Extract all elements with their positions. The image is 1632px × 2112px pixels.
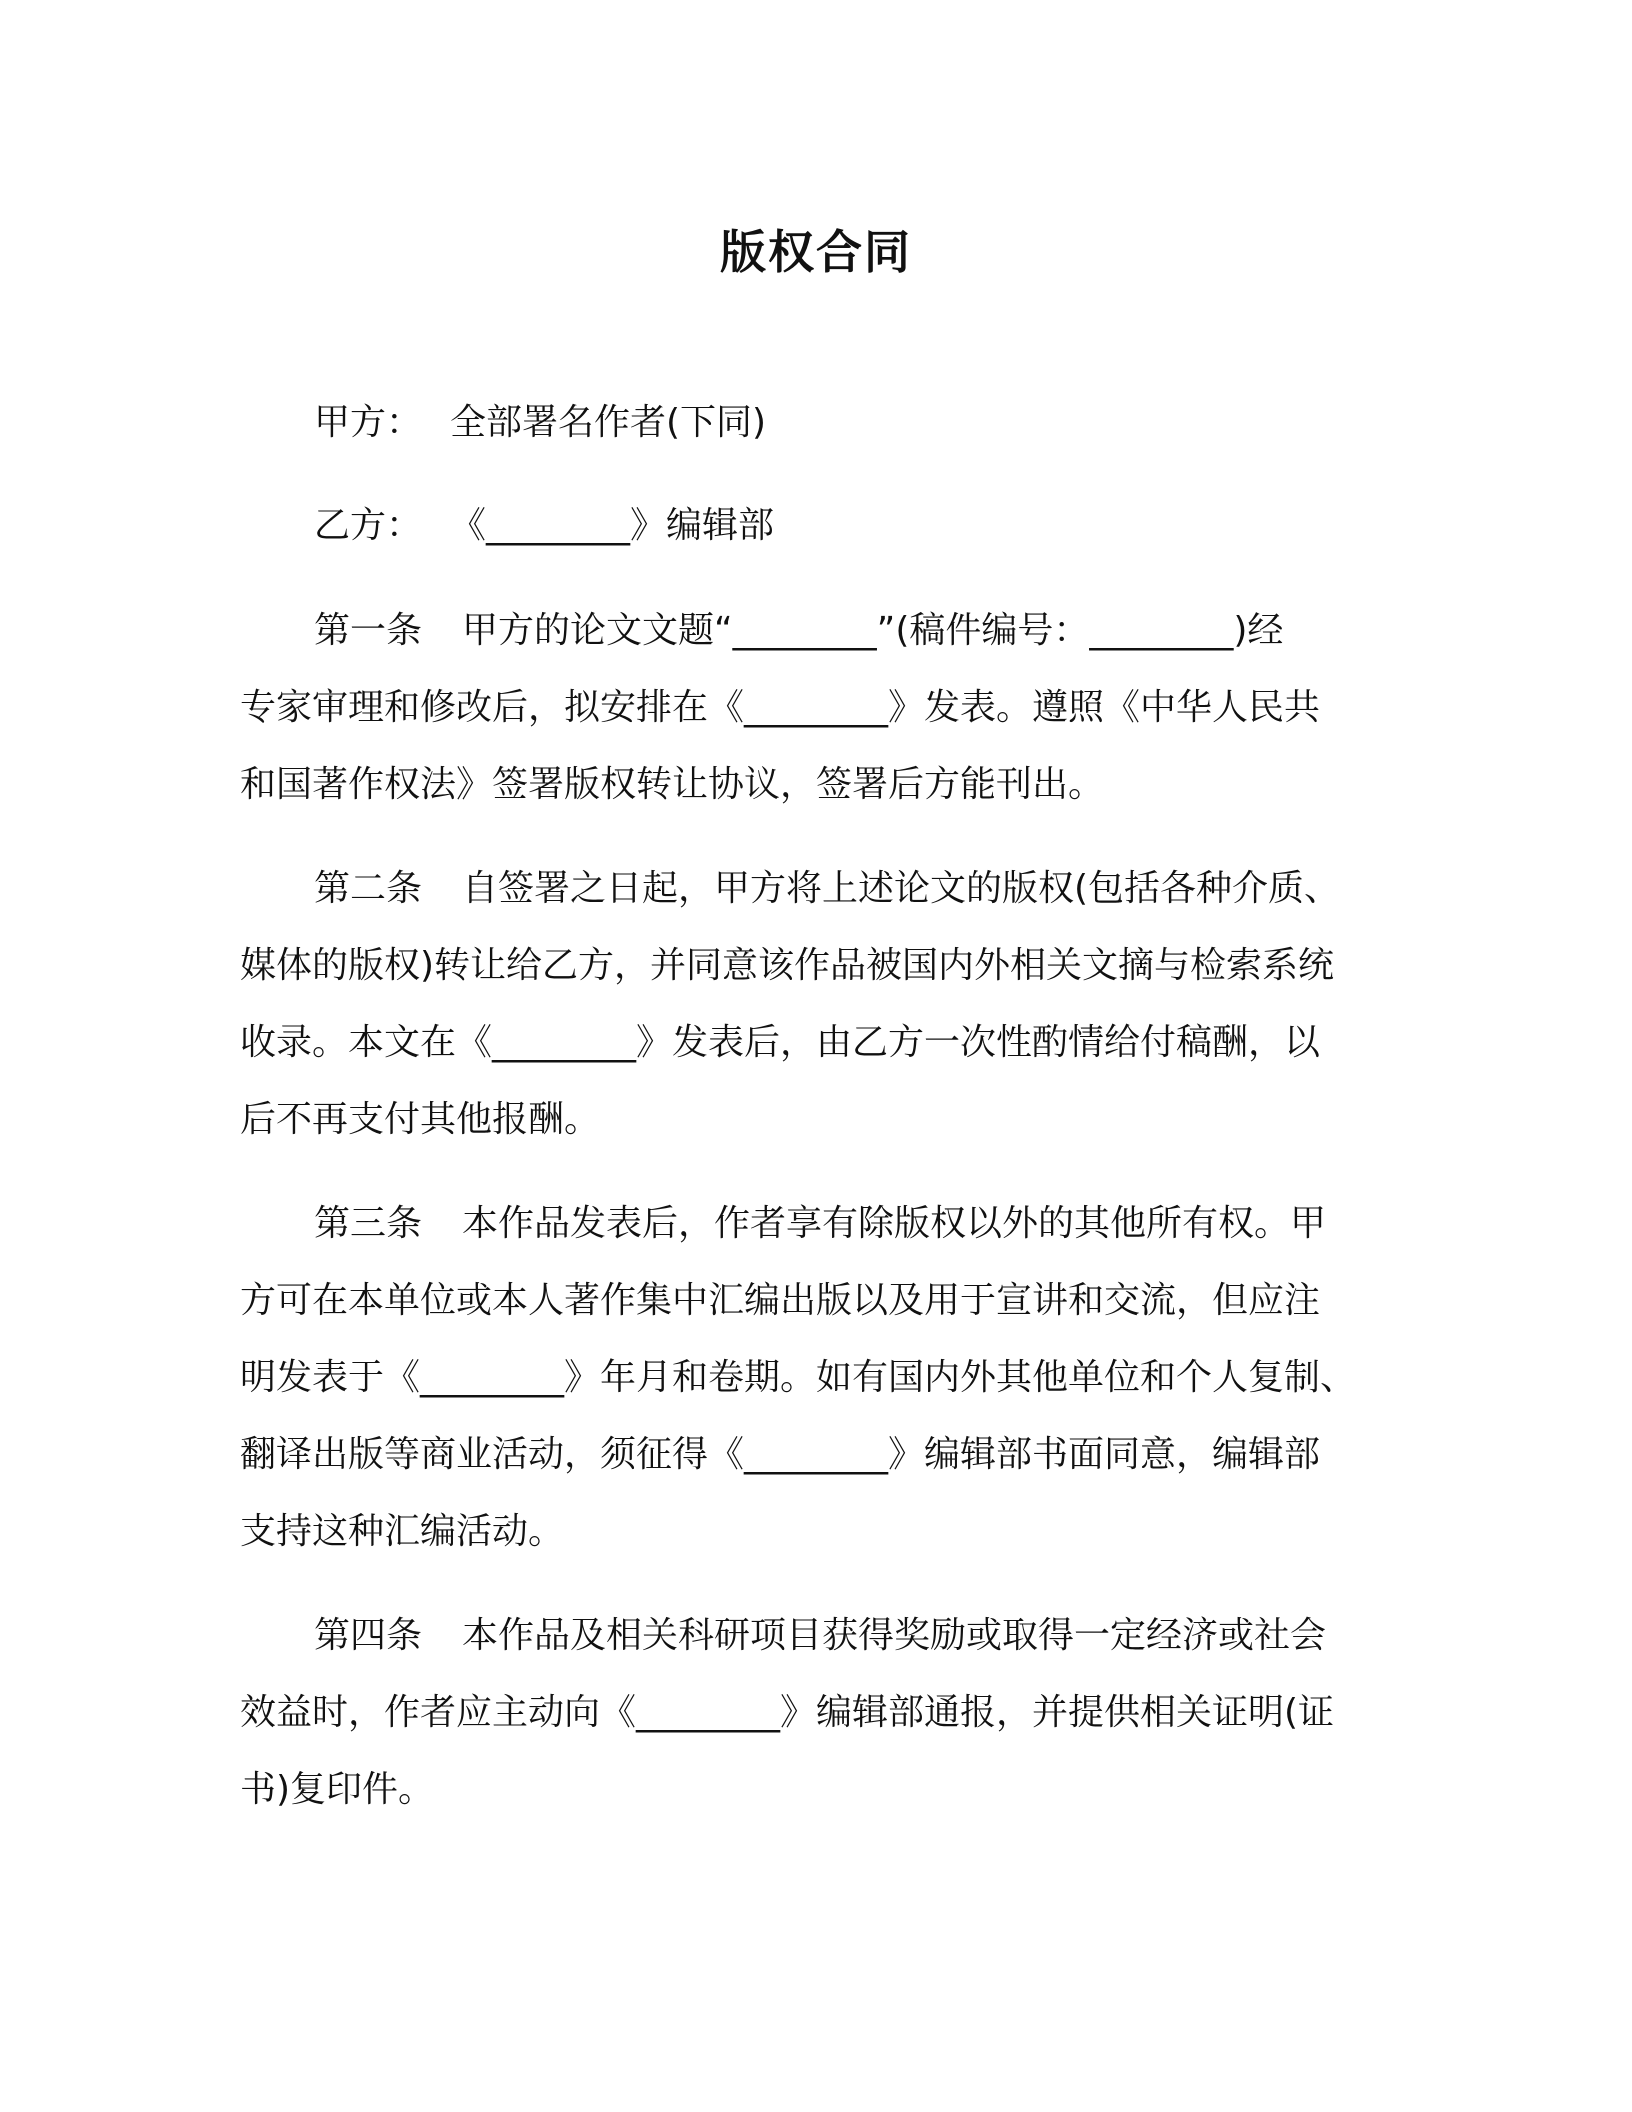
article-2 <box>240 850 1390 1158</box>
article-line: 明发表于《________》年月和卷期。如有国内外其他单位和个人复制、 <box>240 1357 1357 1398</box>
article-line <box>240 1185 1390 1262</box>
article-line <box>240 592 1390 669</box>
article-4 <box>240 1597 1390 1828</box>
party-b-label: 乙方： <box>314 505 423 546</box>
article-line: 后不再支付其他报酬。 <box>240 1099 601 1140</box>
article-line <box>240 850 1390 927</box>
document-title: 版权合同 <box>720 225 912 279</box>
article-text: 本作品发表后，作者享有除版权以外的其他所有权。甲 <box>462 1203 1327 1244</box>
article-line: 专家审理和修改后，拟安排在《________》发表。遵照《中华人民共 <box>240 687 1321 728</box>
party-b <box>314 501 774 551</box>
article-line: 媒体的版权)转让给乙方，并同意该作品被国内外相关文摘与检索系统 <box>240 945 1335 986</box>
party-a-label: 甲方： <box>314 402 423 443</box>
article-line: 效益时，作者应主动向《________》编辑部通报，并提供相关证明(证 <box>240 1692 1335 1733</box>
article-line: 和国著作权法》签署版权转让协议，签署后方能刊出。 <box>240 764 1105 805</box>
party-a <box>314 398 766 448</box>
article-line: 翻译出版等商业活动，须征得《________》编辑部书面同意，编辑部 <box>240 1434 1321 1475</box>
article-3 <box>240 1185 1390 1570</box>
article-line: 支持这种汇编活动。 <box>240 1511 565 1552</box>
article-line: 书)复印件。 <box>240 1769 435 1810</box>
article-label: 第二条 <box>314 868 423 909</box>
article-label: 第三条 <box>314 1203 423 1244</box>
article-text: 自签署之日起，甲方将上述论文的版权(包括各种介质、 <box>462 868 1341 909</box>
article-text: 甲方的论文文题“________”(稿件编号：________)经 <box>462 610 1284 651</box>
party-b-value: 《________》编辑部 <box>450 505 775 546</box>
article-line: 方可在本单位或本人著作集中汇编出版以及用于宣讲和交流，但应注 <box>240 1280 1321 1321</box>
party-a-value: 全部署名作者(下同) <box>450 402 767 443</box>
article-text: 本作品及相关科研项目获得奖励或取得一定经济或社会 <box>462 1615 1327 1656</box>
article-line: 收录。本文在《________》发表后，由乙方一次性酌情给付稿酬，以 <box>240 1022 1321 1063</box>
article-label: 第一条 <box>314 610 423 651</box>
article-line <box>240 1597 1390 1674</box>
article-label: 第四条 <box>314 1615 423 1656</box>
article-1 <box>240 592 1390 823</box>
